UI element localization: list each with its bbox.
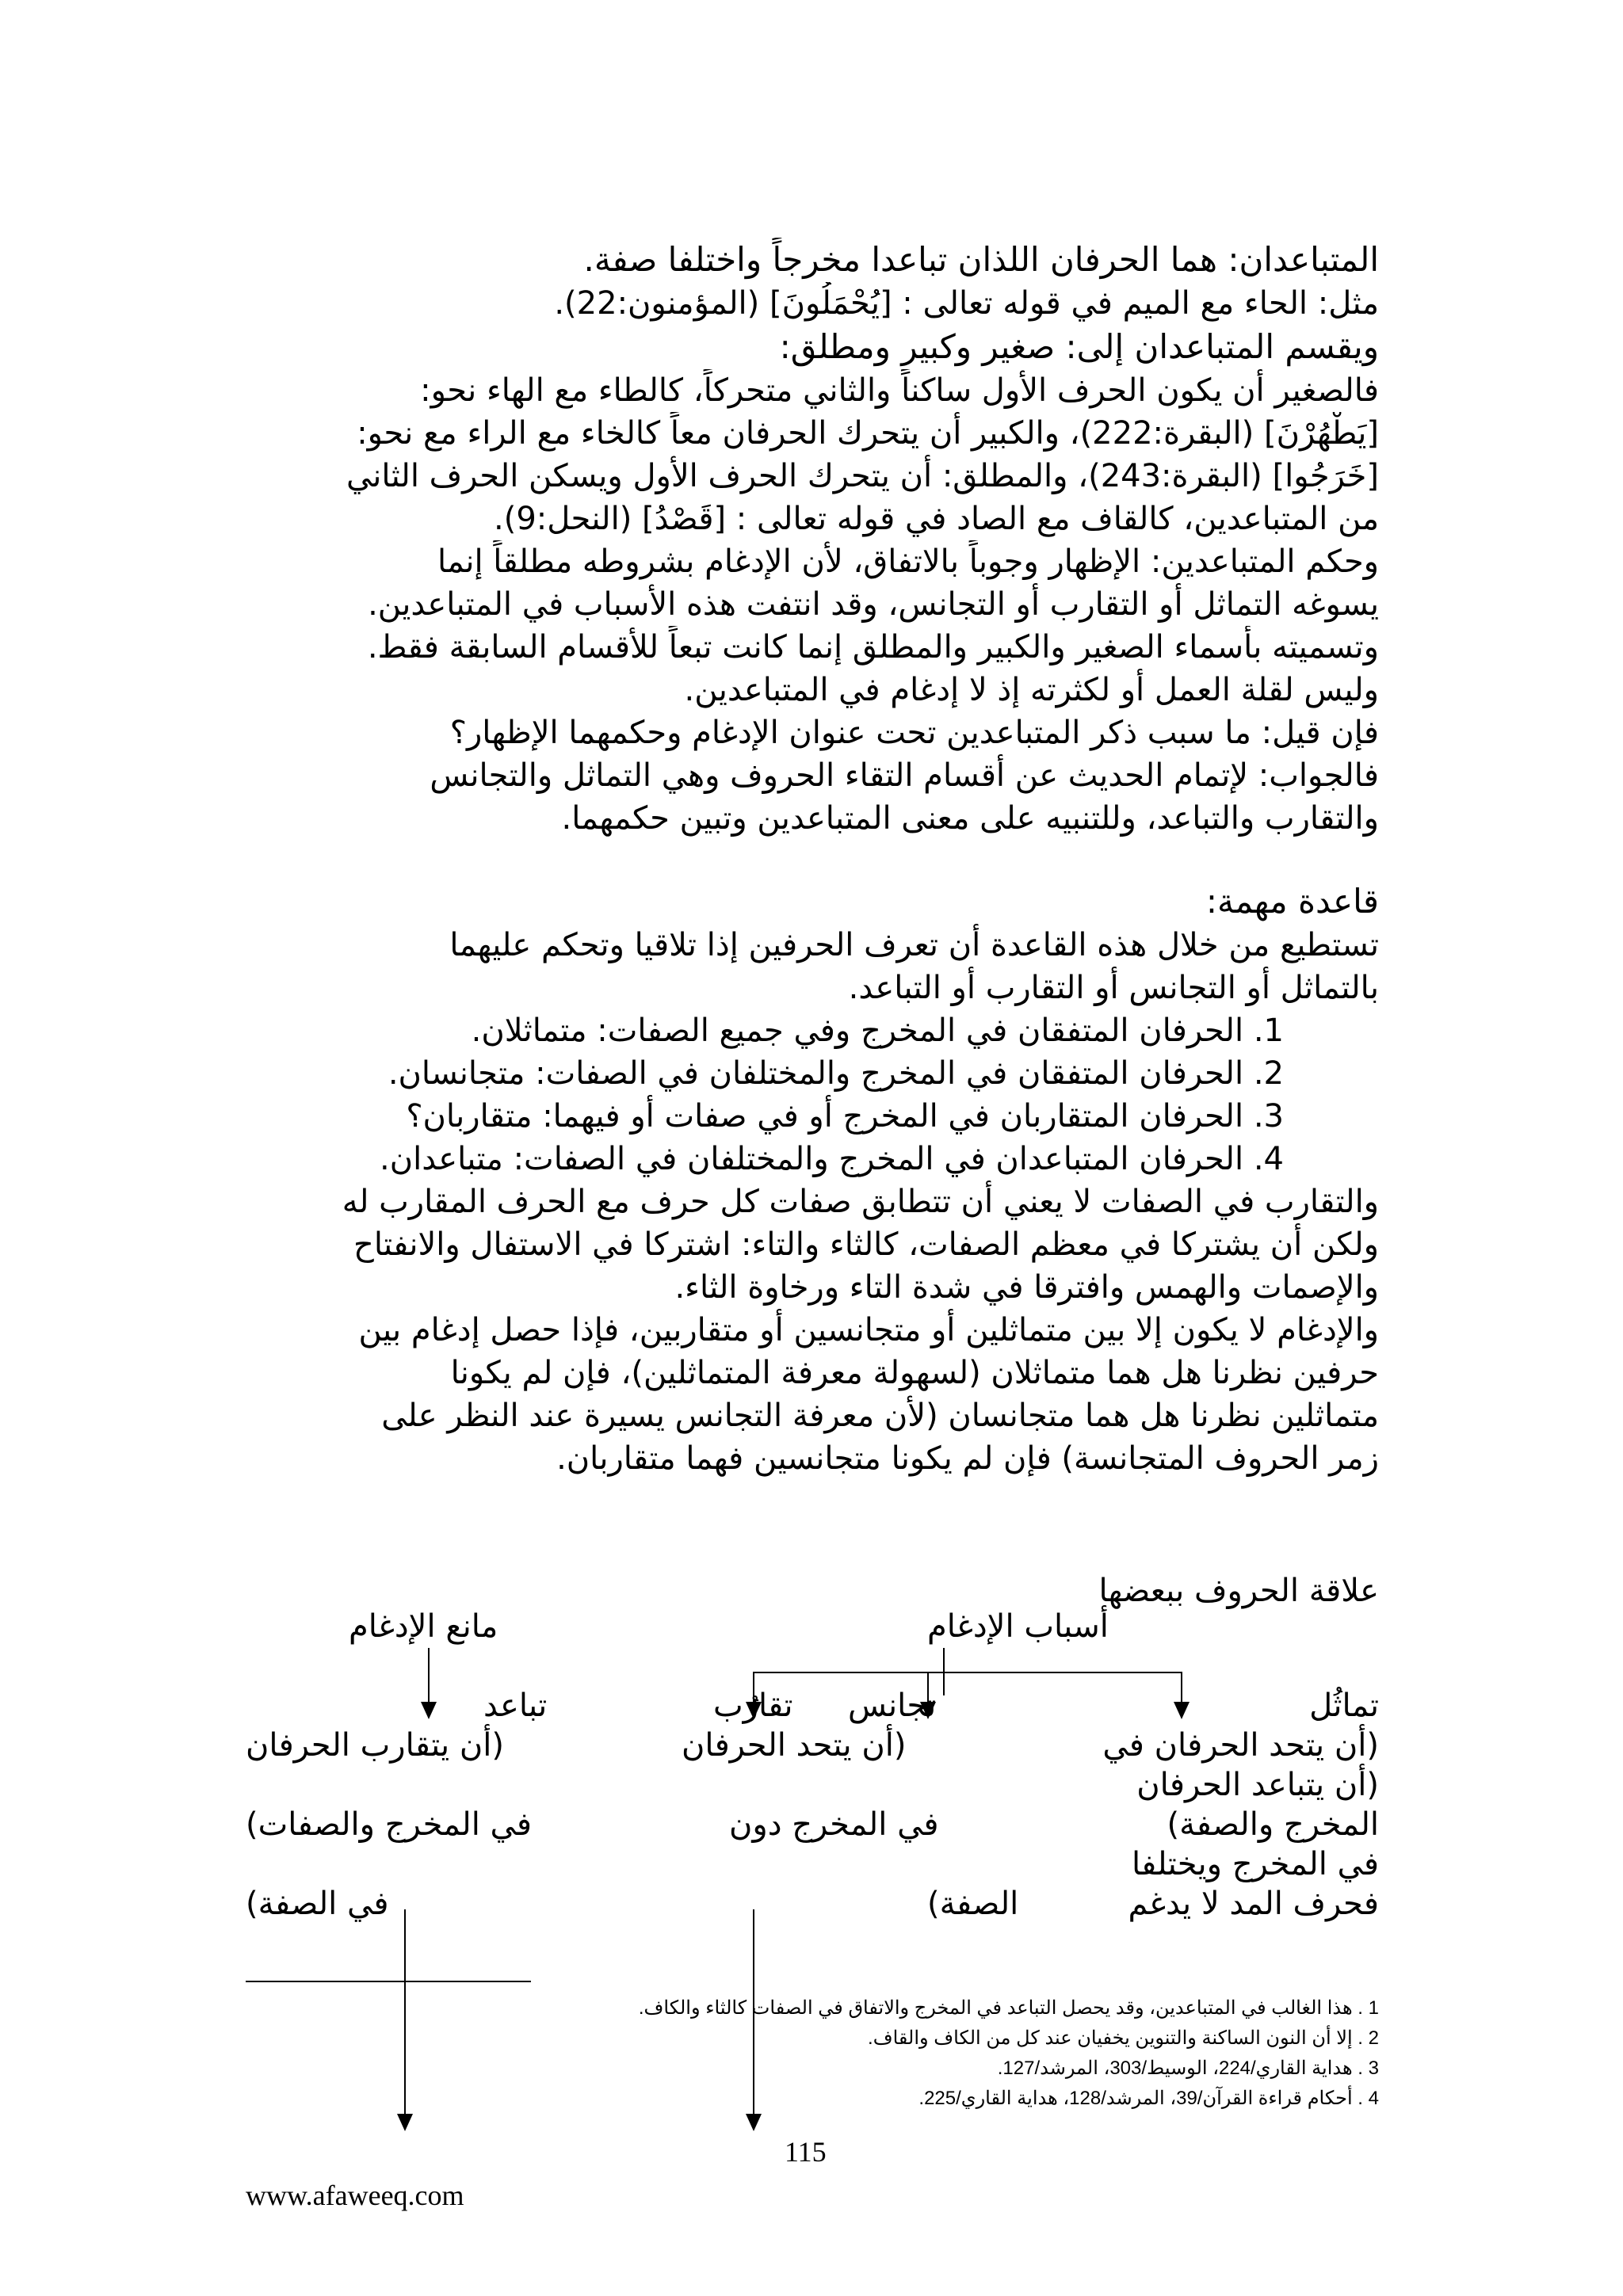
footnote-rule xyxy=(246,1981,531,1982)
tamathul-desc: فحرف المد لا يدغم xyxy=(1128,1886,1379,1922)
rule-item: 3. الحرفان المتقاربان في المخرج أو في صفات أو فيهما: متقاربان؟ xyxy=(406,1098,1284,1135)
paragraph-line: مثل: الحاء مع الميم في قوله تعالى : [يُحْمَلُونَ] (المؤمنون:22). xyxy=(554,285,1379,322)
footnote: 1 . هذا الغالب في المتباعدين، وقد يحصل التباعد في المخرج والاتفاق في الصفات كالثاء والكاف. xyxy=(638,1997,1379,2019)
closing-line: والتقارب في الصفات لا يعني أن تتطابق صفات كل حرف مع الحرف المقارب له xyxy=(342,1184,1379,1220)
closing-line: والإدغام لا يكون إلا بين متماثلين أو متجانسين أو متقاربين، فإذا حصل إدغام بين xyxy=(358,1312,1379,1348)
paragraph-line: والتقارب والتباعد، وللتنبيه على معنى المتباعدين وتبين حكمهما. xyxy=(561,800,1379,837)
rule-intro-line: بالتماثل أو التجانس أو التقارب أو التباعد. xyxy=(848,970,1379,1006)
paragraph-line: فالصغير أن يكون الحرف الأول ساكناً والثاني متحركاً، كالطاء مع الهاء نحو: xyxy=(420,372,1379,409)
website-link[interactable]: www.afaweeq.com xyxy=(246,2180,464,2211)
tamathul-label: تماثُل xyxy=(1309,1688,1379,1724)
preventer-label: مانع الإدغام xyxy=(349,1608,498,1645)
causes-branch-line xyxy=(753,1672,1181,1673)
causes-label: أسباب الإدغام xyxy=(927,1608,1109,1645)
taqarub-desc: (أن يتقارب الحرفان xyxy=(246,1727,504,1764)
closing-line: ولكن أن يشتركا في معظم الصفات، كالثاء والتاء: اشتركا في الاستفال والانفتاح xyxy=(353,1226,1379,1263)
paragraph-line: المتباعدان: هما الحرفان اللذان تباعدا مخرجاً واختلفا صفة. xyxy=(583,240,1379,279)
letters-relation-diagram xyxy=(246,1569,1379,2012)
arrow-head-icon xyxy=(397,2114,413,2131)
page-number: 115 xyxy=(785,2136,827,2168)
tamathul-desc: (أن يتحد الحرفان في xyxy=(1102,1727,1379,1764)
footnote: 2 . إلا أن النون الساكنة والتنوين يخفيان عند كل من الكاف والقاف. xyxy=(868,2027,1379,2049)
tajanus-desc: (أن يتحد الحرفان xyxy=(682,1727,907,1764)
rule-item: 4. الحرفان المتباعدان في المخرج والمختلفان في الصفات: متباعدان. xyxy=(380,1141,1284,1177)
closing-line: حرفين نظرنا هل هما متماثلان (لسهولة معرفة المتماثلين)، فإن لم يكونا xyxy=(450,1355,1379,1391)
taqarub-desc: في الصفة) xyxy=(246,1886,389,1922)
paragraph-line: [يَطْهُرْنَ] (البقرة:222)، والكبير أن يتحرك الحرفان معاً كالخاء مع الراء مع نحو: xyxy=(357,415,1379,452)
diagram-title: علاقة الحروف ببعضها xyxy=(1098,1573,1379,1609)
page-body xyxy=(246,238,1379,1480)
taqarub-label: تقارُب xyxy=(713,1688,793,1724)
arrow-head-icon xyxy=(421,1702,437,1719)
paragraph-line: فالجواب: لإتمام الحديث عن أقسام التقاء الحروف وهي التماثل والتجانس xyxy=(430,757,1379,794)
tabaud-desc: (أن يتباعد الحرفان xyxy=(1136,1767,1379,1803)
rule-item: 2. الحرفان المتفقان في المخرج والمختلفان في الصفات: متجانسان. xyxy=(388,1055,1284,1092)
closing-line: والإصمات والهمس وافترقا في شدة التاء ورخاوة الثاء. xyxy=(674,1269,1379,1306)
footnote: 4 . أحكام قراءة القرآن/39، المرشد/128، هداية القاري/225. xyxy=(918,2088,1379,2109)
paragraph-line: من المتباعدين، كالقاف مع الصاد في قوله تعالى : [قَصْدُ] (النحل:9). xyxy=(493,501,1379,537)
tajanus-desc: في المخرج دون xyxy=(729,1806,939,1843)
tajanus-desc: الصفة) xyxy=(927,1886,1019,1922)
closing-line: متماثلين نظرنا هل هما متجانسان (لأن معرفة التجانس يسيرة عند النظر على xyxy=(381,1398,1379,1434)
branch-tamathul xyxy=(1181,1672,1182,1703)
arrow-head-icon xyxy=(746,2114,762,2131)
tabaud-desc: في المخرج ويختلفا xyxy=(1131,1846,1379,1882)
paragraph-line: يسوغه التماثل أو التقارب أو التجانس، وقد انتفت هذه الأسباب في المتباعدين. xyxy=(368,586,1379,623)
taqarub-desc: في المخرج والصفات) xyxy=(246,1806,533,1843)
closing-line: زمر الحروف المتجانسة) فإن لم يكونا متجانسين فهما متقاربان. xyxy=(556,1440,1379,1477)
paragraph-line: وحكم المتباعدين: الإظهار وجوباً بالاتفاق، لأن الإدغام بشروطه مطلقاً إنما xyxy=(437,543,1379,580)
footnote: 3 . هداية القاري/224، الوسيط/303، المرشد/127. xyxy=(997,2058,1379,2079)
tamathul-desc: المخرج والصفة) xyxy=(1167,1806,1379,1843)
tajanus-label: تجانس xyxy=(848,1688,937,1724)
paragraph-line: ويقسم المتباعدان إلى: صغير وكبير ومطلق: xyxy=(779,327,1379,366)
branch-tabaud xyxy=(428,1648,430,1703)
paragraph-line: وتسميته بأسماء الصغير والكبير والمطلق إنما كانت تبعاً للأقسام السابقة فقط. xyxy=(367,629,1379,666)
arrow-head-icon xyxy=(1174,1702,1190,1719)
rule-intro-line: تستطيع من خلال هذه القاعدة أن تعرف الحرفين إذا تلاقيا وتحكم عليهما xyxy=(449,927,1379,963)
rule-heading: قاعدة مهمة: xyxy=(1205,882,1379,921)
paragraph-line: وليس لقلة العمل أو لكثرته إذ لا إدغام في المتباعدين. xyxy=(684,672,1379,708)
rule-item: 1. الحرفان المتفقان في المخرج وفي جميع الصفات: متماثلان. xyxy=(471,1013,1284,1049)
paragraph-line: فإن قيل: ما سبب ذكر المتباعدين تحت عنوان الإدغام وحكمهما الإظهار؟ xyxy=(449,715,1379,751)
connector-line xyxy=(404,1909,406,2115)
paragraph-line: [خَرَجُوا] (البقرة:243)، والمطلق: أن يتحرك الحرف الأول ويسكن الحرف الثاني xyxy=(346,458,1379,494)
tabaud-label: تباعد xyxy=(483,1688,548,1724)
